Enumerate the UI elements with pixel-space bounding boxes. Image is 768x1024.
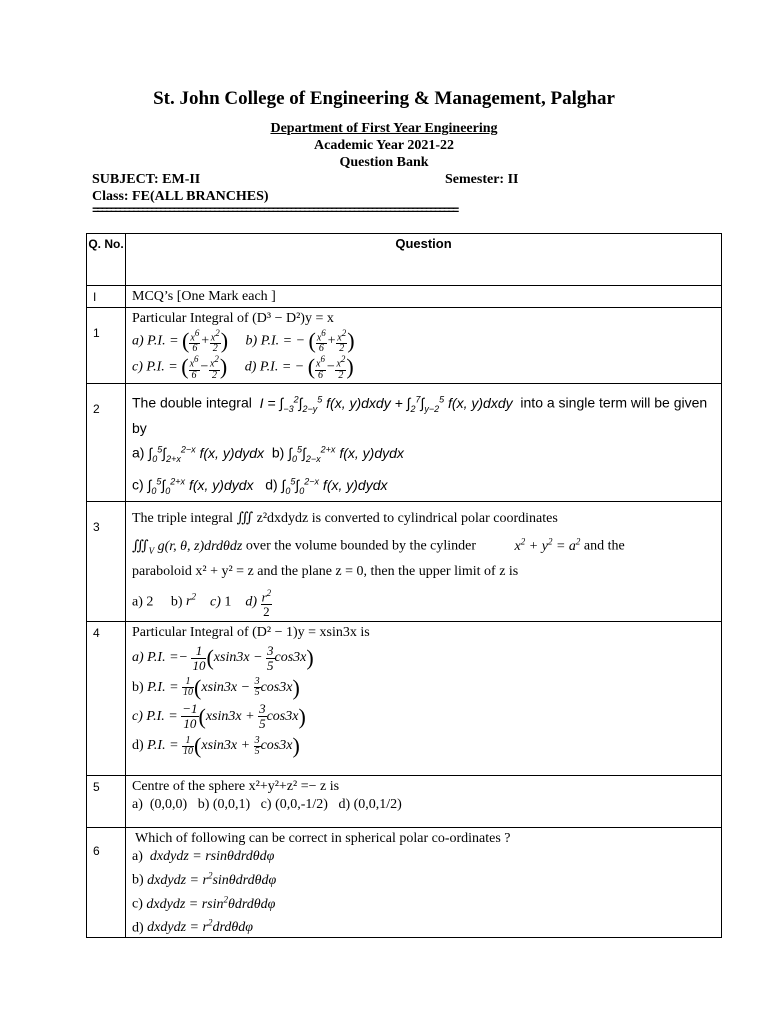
class-label: Class: FE(ALL BRANCHES)	[92, 189, 269, 204]
option-d: d) P.I. = $\frac{1}{10}$ (xsin3x + $\frac{3}{5}$ cos3x)	[132, 733, 300, 759]
option-a: a) dxdydz = rsinθdrdθdφ	[132, 849, 275, 865]
option-cd: c) $\int_0^5\int_0^{2+x}$ f(x, y)dydx d) $\int_0^5\int_0^{2-x}$ f(x, y)dydx	[132, 475, 388, 496]
cylinder-equation: $x^2 + y^2 = a^2$	[514, 536, 581, 555]
question-text-part1: The double integral	[132, 394, 252, 411]
question-cell	[126, 776, 722, 828]
separator-rule: =================================================================================	[92, 204, 457, 218]
option-a: a) P.I. = ( $\frac{x^6}{6}$ + $\frac{x^2}{2}$ ) b) P.I. = − ( $\frac{x^6}{6}$ + $\frac{x^2}{2}$ )	[132, 328, 355, 355]
question-cell	[126, 384, 722, 502]
section-title: MCQ’s [One Mark each ]	[126, 286, 722, 308]
table-row	[87, 384, 722, 502]
qno-header	[87, 234, 126, 286]
option-c: c) P.I. = $\frac{-1}{10}$ (xsin3x + $\frac{3}{5}$ cos3x)	[132, 701, 306, 732]
question-num-cell	[87, 308, 126, 384]
option-c: c) dxdydz = rsin$^2$θdrdθdφ	[132, 894, 276, 912]
question-text	[132, 389, 716, 438]
question-cell	[126, 502, 722, 622]
question-cell	[126, 308, 722, 384]
question-num-cell	[87, 502, 126, 622]
question-text: Particular Integral of (D² − 1)y = xsin3x is	[132, 625, 370, 641]
qno-header-label: Q. No.	[88, 237, 124, 251]
question-text-part2: over the volume bounded by the cylinder	[245, 539, 477, 555]
question-num-cell	[87, 384, 126, 502]
question-text-part2: into a single term will be given by	[132, 394, 708, 437]
question-num: 5	[93, 780, 100, 795]
document-type: Question Bank	[339, 155, 429, 170]
college-name: St. John College of Engineering & Management, Palghar	[153, 88, 615, 109]
section-num-cell	[87, 286, 126, 308]
option-b: b) dxdydz = $r^2\sin\theta drd\theta d\varphi$	[132, 870, 277, 889]
question-text-part3: and the	[583, 539, 625, 555]
question-num-cell	[87, 776, 126, 828]
question-num-cell	[87, 622, 126, 776]
question-text-line3: paraboloid x² + y² = z and the plane z = 0, then the upper limit of z is	[132, 563, 519, 579]
option-a: a) P.I. =− $\frac{1}{10}$ (xsin3x − $\frac{3}{5}$ cos3x)	[132, 642, 314, 673]
options: a) 2 b) $r^2$ c) 1 d) $\frac{r^2}{2}$	[132, 587, 272, 619]
question-cell	[126, 622, 722, 776]
question-num: 3	[93, 520, 100, 535]
semester-label: Semester: II	[445, 172, 519, 187]
question-text: Centre of the sphere x²+y²+z² =− z is	[132, 779, 340, 795]
question-num: 4	[93, 626, 100, 641]
section-row	[87, 286, 722, 308]
question-text: The triple integral ∭ z²dxdydz is converted to cylindrical polar coordinates	[132, 511, 558, 527]
option-b: b) P.I. = $\frac{1}{10}$ (xsin3x − $\frac{3}{5}$ cos3x)	[132, 674, 300, 700]
question-num-cell	[87, 828, 126, 938]
integral-expression: $I = \int_{-3}^2\int_{2-y}^5$ f(x, y)dxdy + $\int_2^7\int_{y-2}^5$ f(x, y)dxdy	[259, 394, 513, 414]
question-text-line2: $∭_V$ g(r, θ, z)drdθdz over the volume bounded by the cylinder $x^2 + y^2 = a^2$ and the	[132, 536, 625, 556]
question-num: 2	[93, 402, 100, 416]
question-header: Question	[395, 236, 452, 251]
table-row	[87, 776, 722, 828]
table-row	[87, 622, 722, 776]
question-text: Which of following can be correct in spherical polar co-ordinates ?	[135, 831, 511, 847]
option-c: c) P.I. = ( $\frac{x^6}{6}$ − $\frac{x^2}{2}$ ) d) P.I. = − ( $\frac{x^6}{6}$ − $\frac{x^2}{2}$ )	[132, 354, 354, 381]
table-row	[87, 502, 722, 622]
table-row	[87, 828, 722, 938]
question-cell	[126, 828, 722, 938]
option-ab: a) $\int_0^5\int_{2+x}^{2-x}$ f(x, y)dydx b) $\int_0^5\int_{2-x}^{2+x}$ f(x, y)dydx	[132, 444, 404, 464]
option-d: d) dxdydz = $r^2drd\theta d\varphi$	[132, 917, 254, 936]
section-num: I	[93, 290, 97, 304]
table-header-row	[87, 234, 722, 286]
question-num: 6	[93, 844, 100, 859]
question-header-cell	[126, 234, 722, 286]
question-table	[86, 233, 722, 938]
academic-year: Academic Year 2021-22	[314, 138, 454, 153]
subject-label: SUBJECT: EM-II	[92, 172, 201, 187]
question-text: Particular Integral of (D³ − D²)y = x	[132, 311, 334, 326]
question-num: 1	[93, 326, 100, 340]
department-title: Department of First Year Engineering	[270, 121, 498, 136]
table-row	[87, 308, 722, 384]
options: a) (0,0,0) b) (0,0,1) c) (0,0,-1/2) d) (0,0,1/2)	[132, 797, 402, 813]
